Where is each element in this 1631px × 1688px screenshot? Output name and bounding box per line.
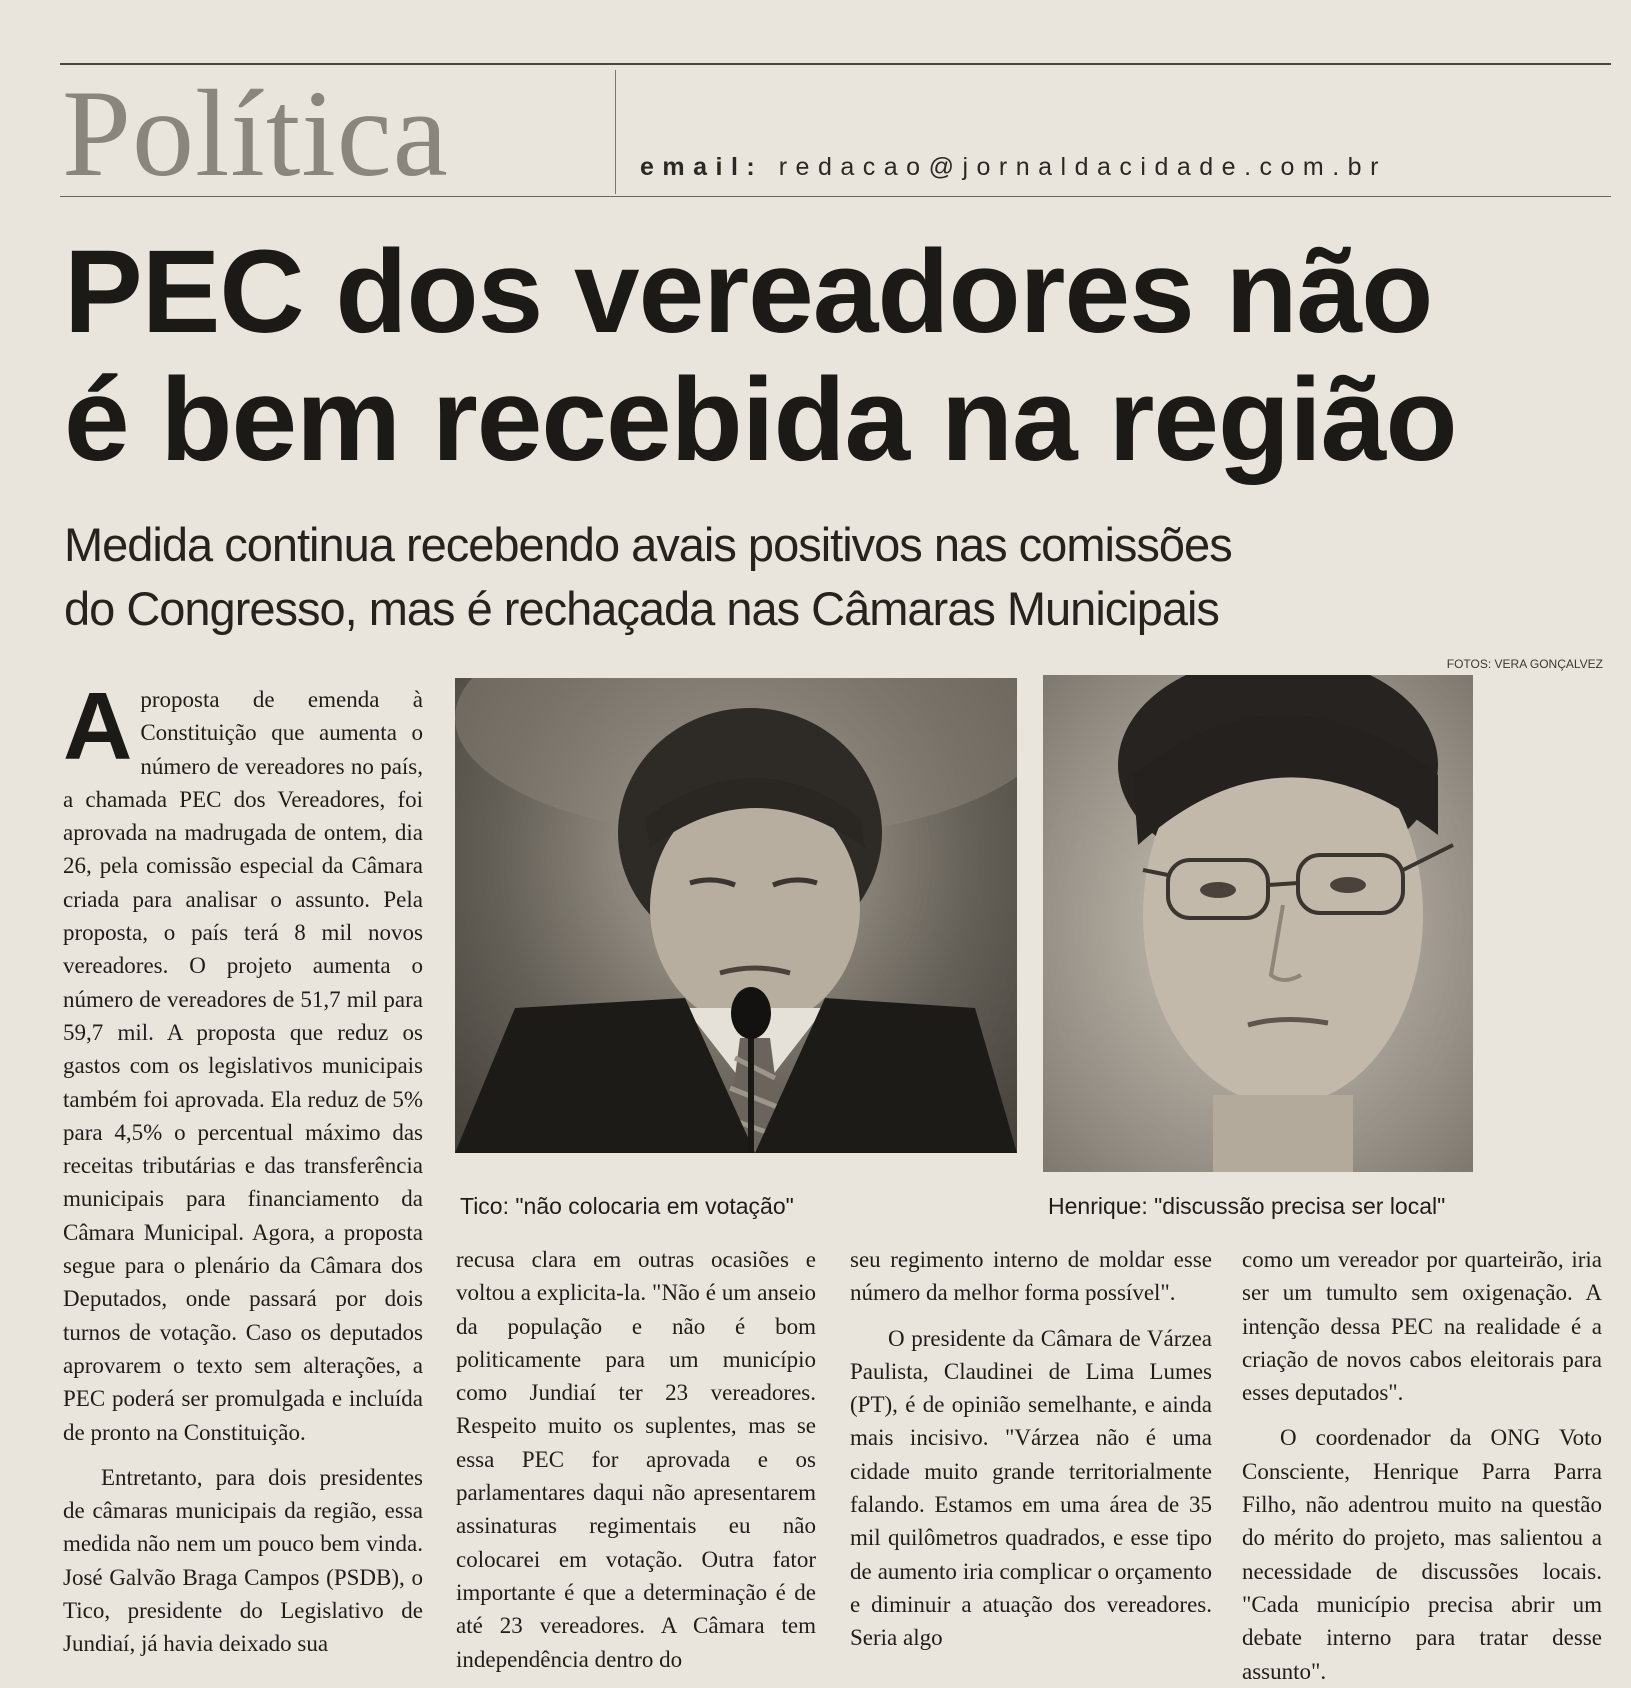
headline [64,228,1584,484]
caption-photo-henrique: Henrique: "discussão precisa ser local" [1048,1193,1446,1219]
article-paragraph: O coordenador da ONG Voto Consciente, Henrique Parra Parra Filho, não adentrou muito na questão do mérito do projeto, mas salientou a necessidade de discussões locais. "Cada município precisa abrir um debate interno para tratar desse assunto". [1242,1425,1602,1684]
section-email [640,153,1387,182]
article-column-2 [456,1243,816,1676]
article-column-4 [1242,1243,1602,1688]
article-paragraph: Entretanto, para dois presidentes de câmaras municipais da região, essa medida não nem um pouco bem vinda. José Galvão Braga Campos (PSDB), o Tico, presidente do Legislativo de Jundiaí, já havia deixado sua [63,1464,423,1657]
subheadline-line-2: do Congresso, mas é rechaçada nas Câmaras Municipais [64,582,1219,635]
headline-line-1: PEC dos vereadores não [64,226,1433,358]
article-paragraph [63,673,423,1449]
subheadline-line-1: Medida continua recebendo avais positivos nas comissões [64,518,1232,571]
subheadline [64,513,1364,641]
article-paragraph: O presidente da Câmara de Várzea Paulista, Claudinei de Lima Lumes (PT), é de opinião semelhante, e ainda mais incisivo. "Várzea não é uma cidade muito grande territorialmente falando. Estamos em uma área de 35 mil quilômetros quadrados, e esse tipo de aumento iria complicar o orçamento e diminuir a atuação dos vereadores. Seria algo [850,1325,1212,1651]
header-bottom-rule [60,196,1611,197]
photo-tico-illustration [455,678,1017,1153]
email-address: redacao@jornaldacidade.com.br [778,153,1387,181]
email-label: email: [640,153,764,181]
header-divider [615,70,616,194]
article-paragraph: como um vereador por quarteirão, iria ser um tumulto sem oxigenação. A intenção dessa PEC na realidade é a criação de novos cabos eleitorais para esses deputados". [1242,1247,1602,1406]
photo-henrique [1043,675,1473,1172]
section-title: Política [62,65,449,202]
photo-tico [455,678,1017,1153]
photo-henrique-illustration [1043,675,1473,1172]
caption-photo-tico: Tico: "não colocaria em votação" [460,1193,794,1219]
article-paragraph: seu regimento interno de moldar esse número da melhor forma possível". [850,1247,1212,1306]
article-column-3 [850,1243,1212,1655]
article-paragraph: recusa clara em outras ocasiões e voltou a explicita-la. "Não é um anseio da população e não é bom politicamente para um município como Jundiaí ter 23 vereadores. Respeito muito os suplentes, mas se essa PEC for aprovada e os parlamentares daqui não apresentarem assinaturas regimentais eu não colocarei em votação. Outra fator importante é que a determinação é de até 23 vereadores. A Câmara tem independência dentro do [456,1247,816,1672]
headline-line-2: é bem recebida na região [64,354,1457,486]
article-column-1 [63,673,423,1661]
article-paragraph-text: proposta de emenda à Constituição que aumenta o número de vereadores no país, a chamada PEC dos Vereadores, foi aprovada na madrugada de ontem, dia 26, pela comissão especial da Câmara criada para analisar o assunto. Pela proposta, o país terá 8 mil novos vereadores. O projeto aumenta o número de vereadores de 51,7 mil para 59,7 mil. A proposta que reduz os gastos com os legislativos municipais também foi aprovada. Ela reduz de 5% para 4,5% o percentual máximo das receitas tributárias e das transferência municipais para financiamento da Câmara Municipal. Agora, a proposta segue para o plenário da Câmara dos Deputados, onde passará por dois turnos de votação. Caso os deputados aprovarem o texto sem alterações, a PEC poderá ser promulgada e incluída de pronto na Constituição. [63,687,423,1445]
drop-cap: A [63,673,133,780]
photo-credit: FOTOS: VERA GONÇALVEZ [1446,657,1603,671]
